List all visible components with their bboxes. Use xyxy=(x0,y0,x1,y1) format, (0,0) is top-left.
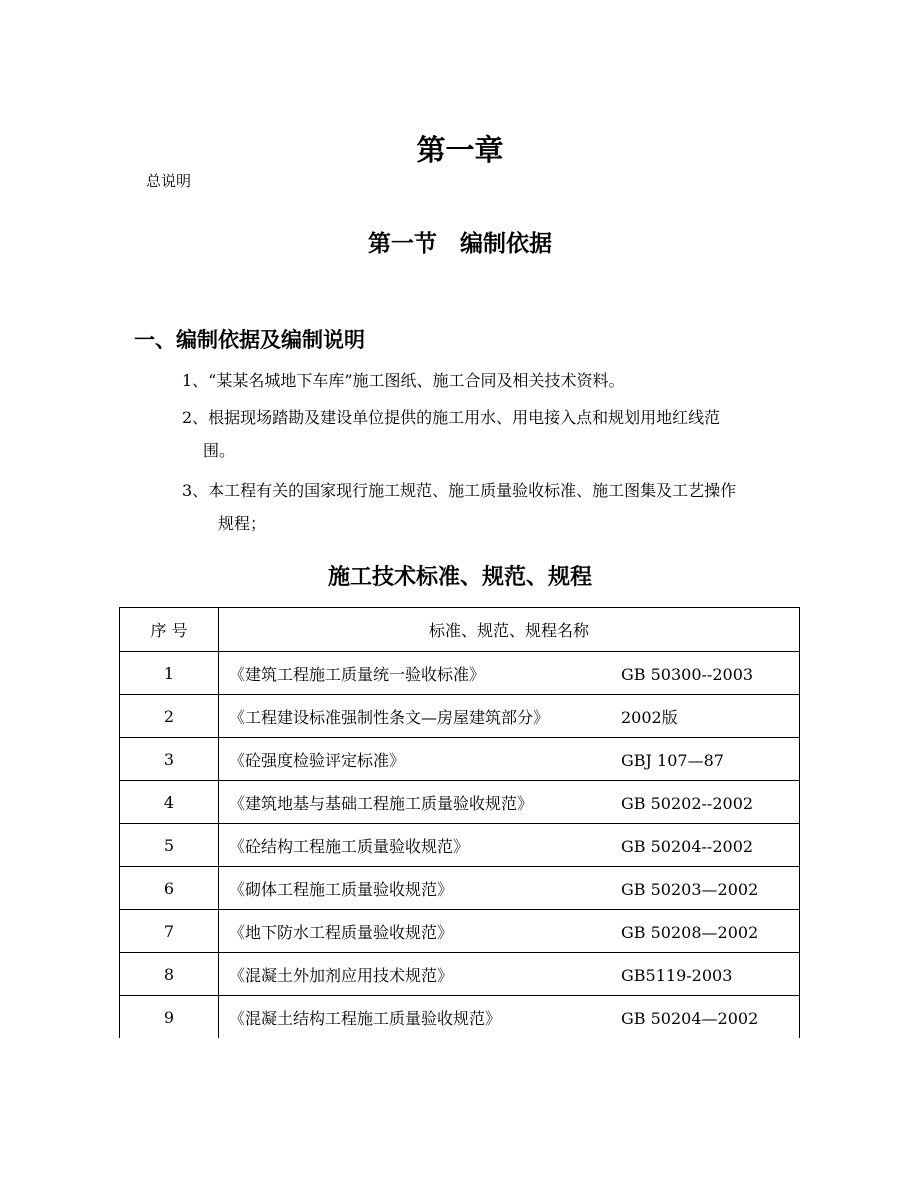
table-row xyxy=(120,910,800,953)
item-2-line-2: 围。 xyxy=(203,441,236,460)
row-name-cell xyxy=(219,738,800,781)
subsection-title: 一、编制依据及编制说明 xyxy=(134,328,365,352)
row-name-cell xyxy=(219,996,800,1039)
row-no: 5 xyxy=(120,824,219,867)
row-name-cell xyxy=(219,824,800,867)
standard-code: GB 50204--2002 xyxy=(621,836,754,856)
row-name-cell xyxy=(219,652,800,695)
row-no: 3 xyxy=(120,738,219,781)
table-row xyxy=(120,695,800,738)
row-no: 8 xyxy=(120,953,219,996)
table-row xyxy=(120,996,800,1039)
table-row xyxy=(120,738,800,781)
standard-title: 《混凝土外加剂应用技术规范》 xyxy=(229,965,454,985)
standard-title: 《砼结构工程施工质量验收规范》 xyxy=(229,836,470,856)
standards-table xyxy=(119,607,800,1038)
row-name-cell xyxy=(219,953,800,996)
table-row xyxy=(120,781,800,824)
row-name-cell xyxy=(219,910,800,953)
standard-title: 《砼强度检验评定标准》 xyxy=(229,750,406,770)
item-3-line-1: 3、本工程有关的国家现行施工规范、施工质量验收标准、施工图集及工艺操作 xyxy=(182,481,737,500)
table-row xyxy=(120,652,800,695)
standard-title: 《建筑地基与基础工程施工质量验收规范》 xyxy=(229,793,534,813)
standard-title: 《建筑工程施工质量统一验收标准》 xyxy=(229,664,486,684)
standard-title: 《工程建设标准强制性条文—房屋建筑部分》 xyxy=(229,707,550,727)
row-name-cell xyxy=(219,695,800,738)
chapter-subtitle: 总说明 xyxy=(146,172,192,190)
row-name-cell xyxy=(219,867,800,910)
table-header-row xyxy=(120,608,800,652)
chapter-title: 第一章 xyxy=(416,133,504,167)
row-no: 4 xyxy=(120,781,219,824)
table-title: 施工技术标准、规范、规程 xyxy=(327,565,592,590)
row-no: 7 xyxy=(120,910,219,953)
standard-code: GB 50203—2002 xyxy=(621,879,759,899)
header-no: 序 号 xyxy=(120,608,219,652)
item-3-line-2: 规程； xyxy=(218,514,267,533)
table-row xyxy=(120,867,800,910)
standard-code: GB 50208—2002 xyxy=(621,922,759,942)
section-title: 第一节 编制依据 xyxy=(368,231,552,257)
item-2-line-1: 2、根据现场踏勘及建设单位提供的施工用水、用电接入点和规划用地红线范 xyxy=(182,408,721,427)
item-1-line-1: 1、“某某名城地下车库”施工图纸、施工合同及相关技术资料。 xyxy=(182,371,625,390)
row-no: 1 xyxy=(120,652,219,695)
row-no: 9 xyxy=(120,996,219,1039)
standard-code: GB 50300--2003 xyxy=(621,664,754,684)
standard-code: GB5119-2003 xyxy=(621,965,733,985)
standard-title: 《砌体工程施工质量验收规范》 xyxy=(229,879,454,899)
standard-code: GBJ 107—87 xyxy=(621,750,724,770)
table-row xyxy=(120,953,800,996)
header-name: 标准、规范、规程名称 xyxy=(219,608,800,652)
standard-code: GB 50204—2002 xyxy=(621,1008,759,1028)
standard-title: 《地下防水工程质量验收规范》 xyxy=(229,922,454,942)
standard-title: 《混凝土结构工程施工质量验收规范》 xyxy=(229,1008,502,1028)
row-no: 2 xyxy=(120,695,219,738)
table-row xyxy=(120,824,800,867)
standard-code: 2002版 xyxy=(621,707,678,727)
standard-code: GB 50202--2002 xyxy=(621,793,754,813)
row-name-cell xyxy=(219,781,800,824)
row-no: 6 xyxy=(120,867,219,910)
